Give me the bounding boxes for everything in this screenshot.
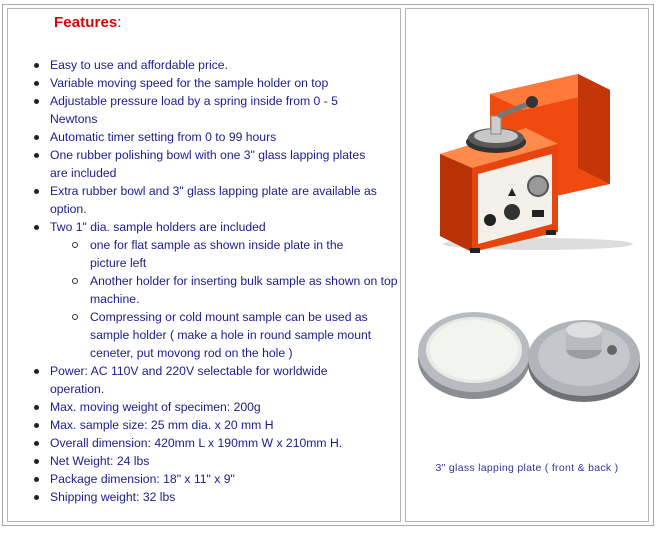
feature-item: Max. sample size: 25 mm dia. x 20 mm H <box>8 416 400 434</box>
image-cell <box>405 8 649 522</box>
feature-item: Automatic timer setting from 0 to 99 hours <box>8 128 400 146</box>
feature-item: Easy to use and affordable price. <box>8 56 400 74</box>
sub-item: Another holder for inserting bulk sample as shown on top machine. <box>50 272 400 308</box>
feature-item: Variable moving speed for the sample holder on top <box>8 74 400 92</box>
feature-item: Two 1" dia. sample holders are included one for flat sample as shown inside plate in the picture left Another holder for inserting bulk sample as shown on top machine. Compressing or cold mount sample can be used as sample holder ( make a hole in round sample mount ceneter, put movong rod on the hole ) <box>8 218 400 362</box>
feature-item: Shipping weight: 32 lbs <box>8 488 400 506</box>
features-title: Features: <box>54 14 122 31</box>
polishing-machine-image <box>428 64 638 254</box>
feature-item: One rubber polishing bowl with one 3" glass lapping plates are included <box>8 146 400 182</box>
feature-item: Max. moving weight of specimen: 200g <box>8 398 400 416</box>
lapping-plates-image <box>406 294 648 409</box>
image-caption: 3" glass lapping plate ( front & back ) <box>435 462 619 474</box>
feature-item: Package dimension: 18" x 11" x 9" <box>8 470 400 488</box>
page-frame <box>2 4 654 526</box>
feature-item: Adjustable pressure load by a spring inside from 0 - 5 Newtons <box>8 92 400 128</box>
feature-item: Net Weight: 24 lbs <box>8 452 400 470</box>
sub-item: one for flat sample as shown inside plate in the picture left <box>50 236 400 272</box>
sub-item: Compressing or cold mount sample can be used as sample holder ( make a hole in round sample mount ceneter, put movong rod on the hole ) <box>50 308 400 362</box>
sample-holder-sublist <box>50 236 400 362</box>
feature-item: Power: AC 110V and 220V selectable for worldwide operation. <box>8 362 400 398</box>
features-cell <box>7 8 401 522</box>
feature-item: Overall dimension: 420mm L x 190mm W x 210mm H. <box>8 434 400 452</box>
features-list <box>8 56 400 506</box>
feature-item: Extra rubber bowl and 3" glass lapping plate are available as option. <box>8 182 400 218</box>
